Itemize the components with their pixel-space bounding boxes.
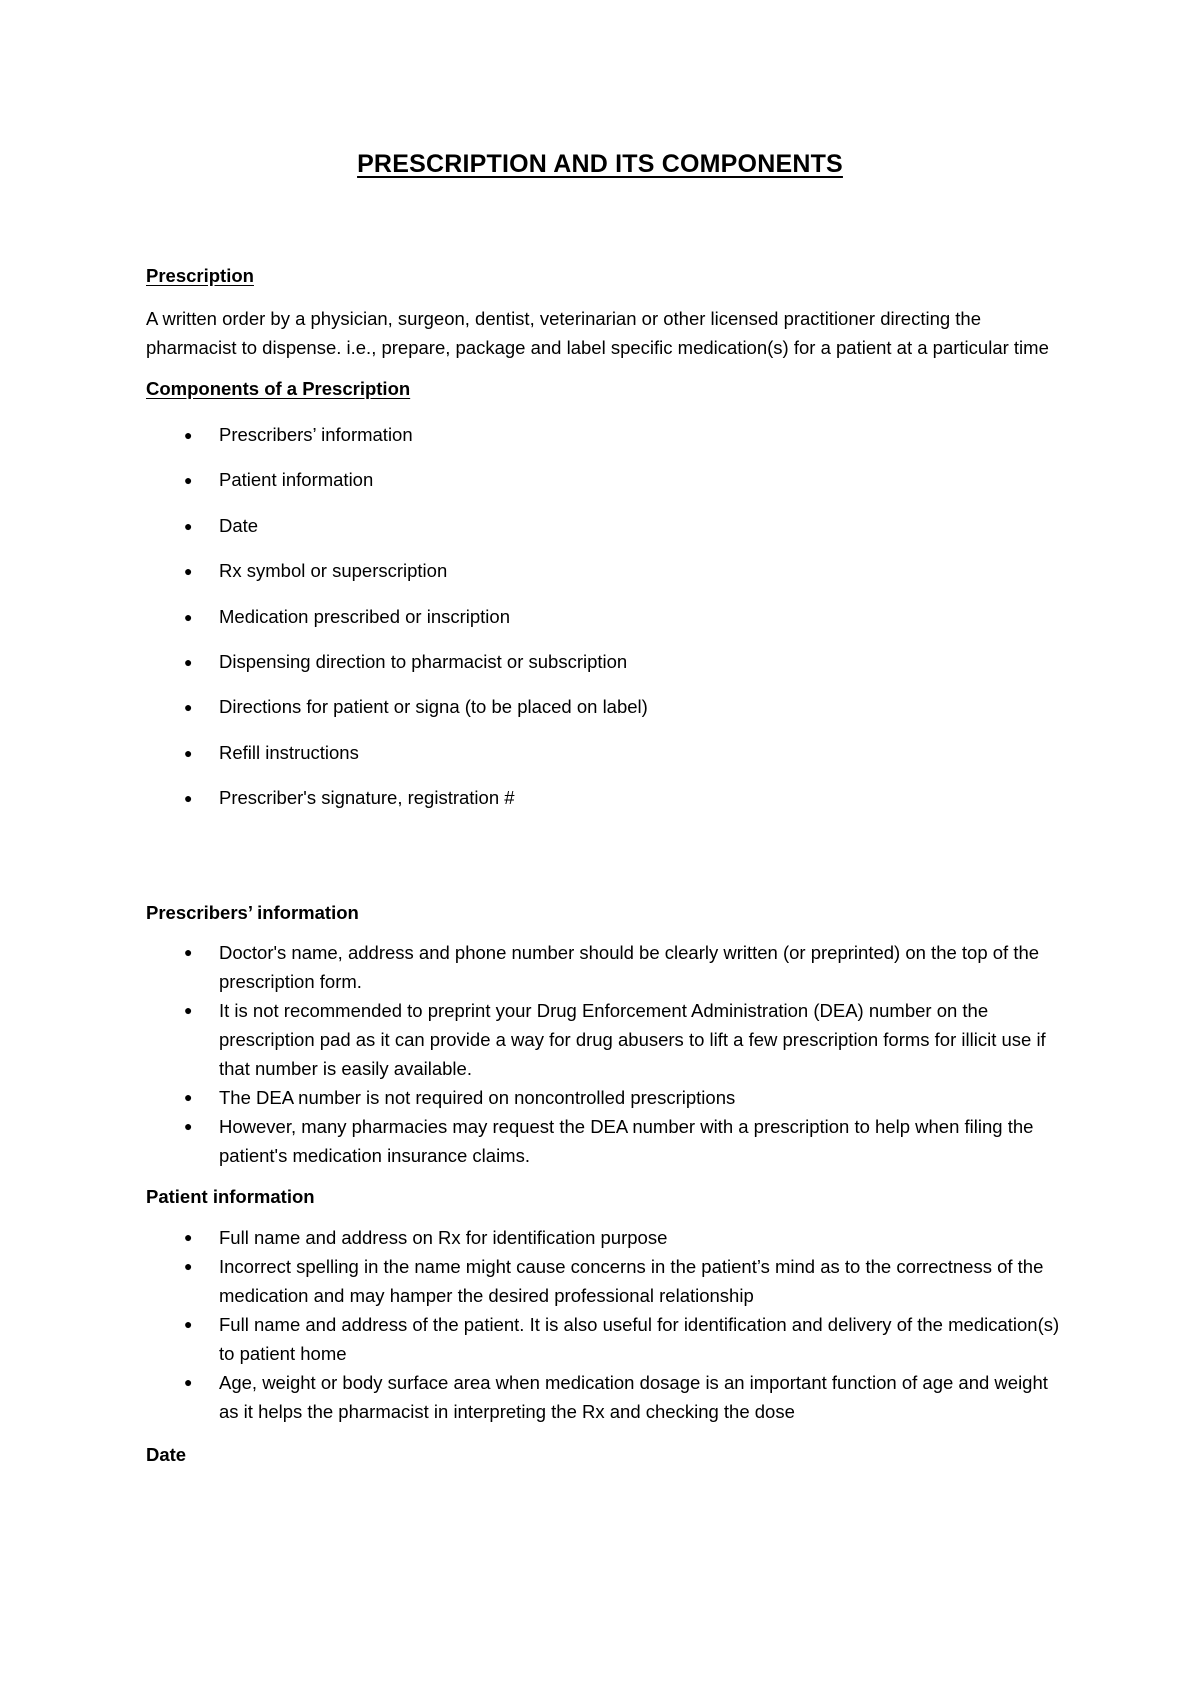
bullet-icon: ● [184,563,193,580]
list-item-text: Age, weight or body surface area when medication dosage is an important function of age and weight as it helps the pharmacist in interpreting the Rx and checking the dose [219,1372,1048,1423]
bullet-icon: ● [184,744,193,761]
prescription-definition: A written order by a physician, surgeon, dentist, veterinarian or other licensed practitioner directing the pharmacist to dispense. i.e., prepare, package and label specific medication(s) for a patient at a particular time [146,308,1049,358]
bullet-icon: ● [184,653,193,670]
bullet-icon: ● [184,1229,193,1246]
list-item-text: Medication prescribed or inscription [219,605,510,627]
patient-info-heading: Patient information [146,1186,315,1208]
list-item-text: Doctor's name, address and phone number should be clearly written (or preprinted) on the top of the prescription form. [219,942,1040,993]
list-item-text: Patient information [219,469,374,491]
bullet-icon: ● [184,699,193,716]
list-item-text: The DEA number is not required on noncontrolled prescriptions [219,1087,736,1109]
list-item-text: It is not recommended to preprint your Drug Enforcement Administration (DEA) number on the prescription pad as it can provide a way for drug abusers to lift a few prescription forms for illicit use if that number is easily available. [219,1000,1046,1080]
list-item-text: However, many pharmacies may request the DEA number with a prescription to help when filing the patient's medication insurance claims. [219,1116,1034,1167]
list-item [146,740,1066,766]
date-section [146,1443,1066,1467]
list-item [146,604,1066,630]
bullet-icon: ● [184,608,193,625]
bullet-icon: ● [184,1118,193,1135]
list-item [146,996,1066,1083]
components-list [146,422,1066,811]
prescribers-info-heading: Prescribers’ information [146,902,359,924]
list-item-text: Prescribers’ information [219,424,413,445]
bullet-icon: ● [184,1089,193,1106]
list-item [146,1112,1066,1170]
list-item [146,1252,1066,1310]
list-item-text: Prescriber's signature, registration # [219,787,515,809]
components-heading: Components of a Prescription [146,378,411,399]
list-item-text: Full name and address on Rx for identification purpose [219,1227,668,1249]
components-section [146,377,1066,811]
bullet-icon: ● [184,427,193,443]
document-body [146,264,1066,1467]
bullet-icon: ● [184,517,193,534]
list-item [146,649,1066,675]
bullet-icon: ● [184,472,193,489]
list-item [146,785,1066,811]
prescribers-info-list [146,938,1066,1170]
bullet-icon: ● [184,944,193,961]
patient-info-section [146,1185,1066,1426]
list-item [146,1083,1066,1112]
list-item-text: Date [219,514,259,536]
list-item [146,1310,1066,1368]
list-item [146,1223,1066,1252]
patient-info-list [146,1223,1066,1426]
prescribers-info-section [146,901,1066,1170]
bullet-icon: ● [184,1002,193,1019]
list-item-text: Refill instructions [219,741,359,763]
bullet-icon: ● [184,1316,193,1333]
list-item [146,467,1066,493]
list-item-text: Rx symbol or superscription [219,560,448,582]
list-item-text: Directions for patient or signa (to be placed on label) [219,696,648,718]
list-item [146,558,1066,584]
prescription-section [146,264,1066,362]
list-item-text: Full name and address of the patient. It is also useful for identification and delivery of the medication(s) to patient home [219,1314,1060,1365]
bullet-icon: ● [184,1258,193,1275]
list-item-text: Incorrect spelling in the name might cause concerns in the patient’s mind as to the correctness of the medication and may hamper the desired professional relationship [219,1256,1044,1307]
list-item [146,513,1066,539]
bullet-icon: ● [184,790,193,807]
prescription-heading: Prescription [146,265,254,286]
list-item [146,694,1066,720]
list-item [146,1368,1066,1426]
bullet-icon: ● [184,1374,193,1391]
list-item [146,938,1066,996]
list-item [146,422,1066,448]
list-item-text: Dispensing direction to pharmacist or subscription [219,650,628,672]
date-heading: Date [146,1444,187,1466]
page-title: PRESCRIPTION AND ITS COMPONENTS [357,150,843,178]
